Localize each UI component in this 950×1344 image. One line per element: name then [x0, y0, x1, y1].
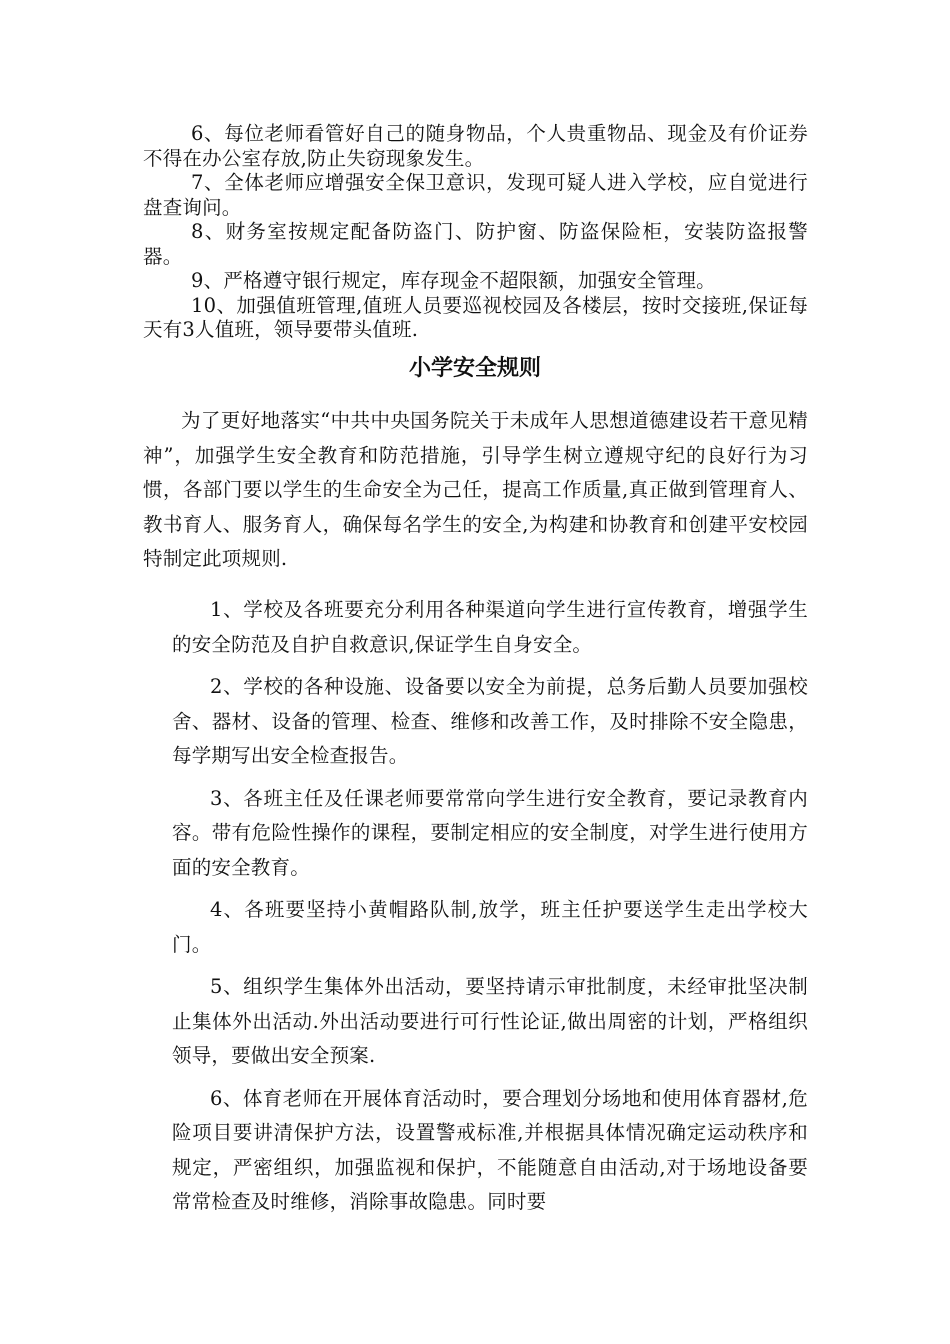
rule-item-3: 3、各班主任及任课老师要常常向学生进行安全教育，要记录教育内容。带有危险性操作的课程，要制定相应的安全制度，对学生进行使用方面的安全教育。: [172, 786, 808, 879]
rules-list: [172, 593, 808, 1228]
top-item-9: 9、严格遵守银行规定，库存现金不超限额，加强安全管理。: [191, 269, 716, 292]
intro-paragraph: 为了更好地落实“中共中央国务院关于未成年人思想道德建设若干意见精神”，加强学生安全教育和防范措施，引导学生树立遵规守纪的良好行为习惯，各部门要以学生的生命安全为己任，提高工作质量,真正做到管理育人、教书育人、服务育人，确保每名学生的安全,为构建和协教育和创建平安校园特制定此项规则.: [143, 409, 808, 570]
top-item-10: 10、加强值班管理,值班人员要巡视校园及各楼层，按时交接班,保证每天有3人值班，领导要带头值班.: [143, 293, 808, 341]
rule-item-4: 4、各班要坚持小黄帽路队制,放学，班主任护要送学生走出学校大门。: [172, 898, 808, 956]
rule-item-2: 2、学校的各种设施、设备要以安全为前提，总务后勤人员要加强校舍、器材、设备的管理、检查、维修和改善工作，及时排除不安全隐患，每学期写出安全检查报告。: [172, 675, 808, 767]
rule-item-5: 5、组织学生集体外出活动，要坚持请示审批制度，未经审批坚决制止集体外出活动.外出活动要进行可行性论证,做出周密的计划，严格组织领导，要做出安全预案.: [172, 975, 808, 1067]
top-item-6: 6、每位老师看管好自己的随身物品，个人贵重物品、现金及有价证券不得在办公室存放,防止失窃现象发生。: [143, 122, 808, 170]
section-title: 小学安全规则: [408, 356, 541, 381]
top-items-section: [143, 122, 808, 343]
rule-item-6: 6、体育老师在开展体育活动时，要合理划分场地和使用体育器材,危险项目要讲清保护方法，设置警戒标准,并根据具体情况确定运动秩序和规定，严密组织，加强监视和保护，不能随意自由活动,对于场地设备要常常检查及时维修，消除事故隐患。同时要: [172, 1086, 808, 1213]
top-item-8: 8、财务室按规定配备防盗门、防护窗、防盗保险柜，安装防盗报警器。: [143, 220, 808, 268]
rule-item-1: 1、学校及各班要充分利用各种渠道向学生进行宣传教育，增强学生的安全防范及自护自救意识,保证学生自身安全。: [172, 598, 808, 656]
top-item-7: 7、全体老师应增强安全保卫意识，发现可疑人进入学校，应自觉进行盘查询问。: [143, 171, 808, 219]
